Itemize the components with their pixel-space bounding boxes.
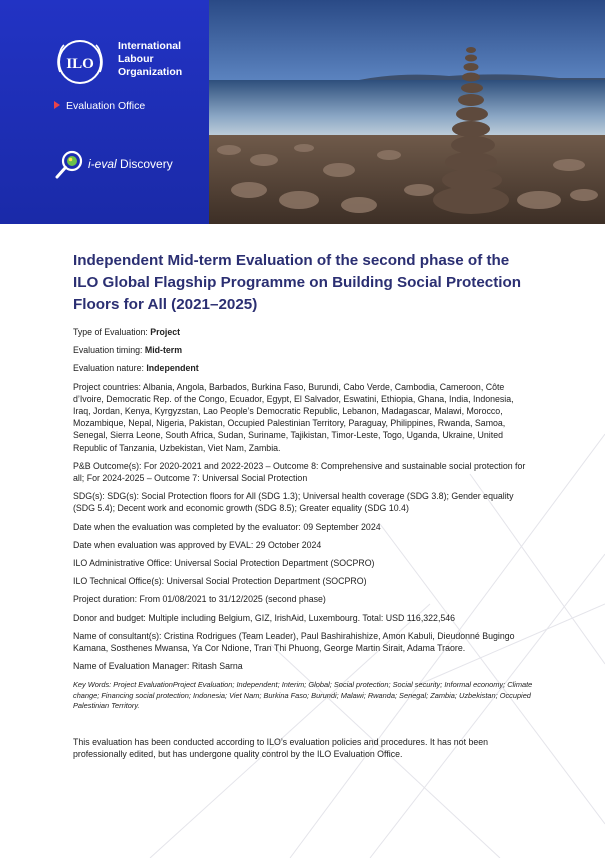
report-details [73,250,533,769]
report-title: Independent Mid-term Evaluation of the second phase of the ILO Global Flagship Programme on Building Social Protection Floors for All (2021–2025) [73,252,522,313]
consultants: Name of consultant(s): Cristina Rodrigues (Team Leader), Paul Bashirahishize, Amon Kabuli, Dieudonné Bugingo Kamana, Sosthenes Mwansa, Ya Cor Ndione, Tran Thi Phuong, George Martin Sirait, Adama Traore. [73,630,515,654]
magnifier-icon [52,148,86,182]
keywords: Key Words: Project EvaluationProject Evaluation; Independent; Interim; Global; Social protection; Social security; Informal economy; Climate change; Financing social protection; Indonesia; Viet Nam; Burkina Faso; Burundi; Malawi; Rwanda; Senegal; Zambia; Uzbekistan; Occupied Palestinian Territory. [73,680,533,711]
field-label: Type of Evaluation: [73,327,151,337]
cover-header [0,0,605,224]
org-name-line: International [118,40,182,52]
field-value: Project [150,327,181,337]
field-value: Mid-term [144,345,183,356]
evaluation-manager: Name of Evaluation Manager: Ritash Sarna [73,661,243,672]
disclaimer: This evaluation has been conducted according to ILO’s evaluation policies and procedures. It has not been professionally edited, but has undergone quality control by the ILO Evaluation Office. [73,736,489,760]
project-countries: Project countries: Albania, Angola, Barbados, Burkina Faso, Burundi, Cabo Verde, Cambodia, Cameroon, Côte d’Ivoire, Democratic Rep. of the Congo, Ecuador, Egypt, El Salvador, Eswatini, Ethiopia, Ghana, India, Indonesia, Iraq, Jordan, Kenya, Kyrgyzstan, Lao People’s Democratic Republic, Lebanon, Madagascar, Malawi, Morocco, Mozambique, Nepal, Nigeria, Pakistan, Occupied Palestinian Territory, Paraguay, Philippines, Rwanda, Samoa, Senegal, Sierra Leone, South Africa, Sudan, Suriname, Tajikistan, Timor-Leste, Togo, Uganda, Ukraine, United Republic of Tanzania, Uzbekistan, Viet Nam, Zambia. [73,381,514,453]
approval-date: Date when evaluation was approved by EVAL: 29 October 2024 [73,539,322,550]
field-value: Independent [146,363,199,374]
completion-date: Date when the evaluation was completed by the evaluator: 09 September 2024 [73,521,381,532]
field-label: Evaluation timing: [73,345,145,356]
field-label: Evaluation nature: [73,363,147,374]
stacked-stones-image [209,0,605,224]
evaluation-office-text: Evaluation Office [66,100,146,112]
evaluation-office-label [54,100,145,112]
org-name-line: Labour [118,53,154,65]
donor-budget: Donor and budget: Multiple including Belgium, GIZ, IrishAid, Luxembourg. Total: USD 116,322,546 [73,612,456,623]
pb-outcomes: P&B Outcome(s): For 2020-2021 and 2022-2023 – Outcome 8: Comprehensive and sustainable social protection for all; For 2024-2025 – Outcome 7: Universal Social Protection [73,460,526,484]
org-name-line: Organization [118,66,183,78]
ieval-prefix: i-eval [88,157,117,171]
ilo-logo-icon [54,37,106,87]
sdgs: SDG(s): SDG(s): Social Protection floors for All (SDG 1.3); Universal health coverage (SDG 3.8); Gender equality (SDG 5.4); Decent work and economic growth (SDG 8.5); Greater equality (SDG 10.4) [73,491,514,514]
cover-photo [209,0,605,224]
evaluation-type [73,326,533,338]
project-duration: Project duration: From 01/08/2021 to 31/12/2025 (second phase) [73,594,326,605]
ieval-suffix: Discovery [116,157,173,171]
evaluation-nature [73,362,533,374]
brand-panel [0,0,209,224]
administrative-office: ILO Administrative Office: Universal Social Protection Department (SOCPRO) [73,558,375,569]
svg-text:ILO: ILO [66,56,94,72]
triangle-bullet-icon [54,101,60,109]
ieval-discovery-label [88,157,173,171]
technical-office: ILO Technical Office(s): Universal Social Protection Department (SOCPRO) [73,576,367,587]
org-name [118,40,182,79]
evaluation-timing [73,344,533,356]
